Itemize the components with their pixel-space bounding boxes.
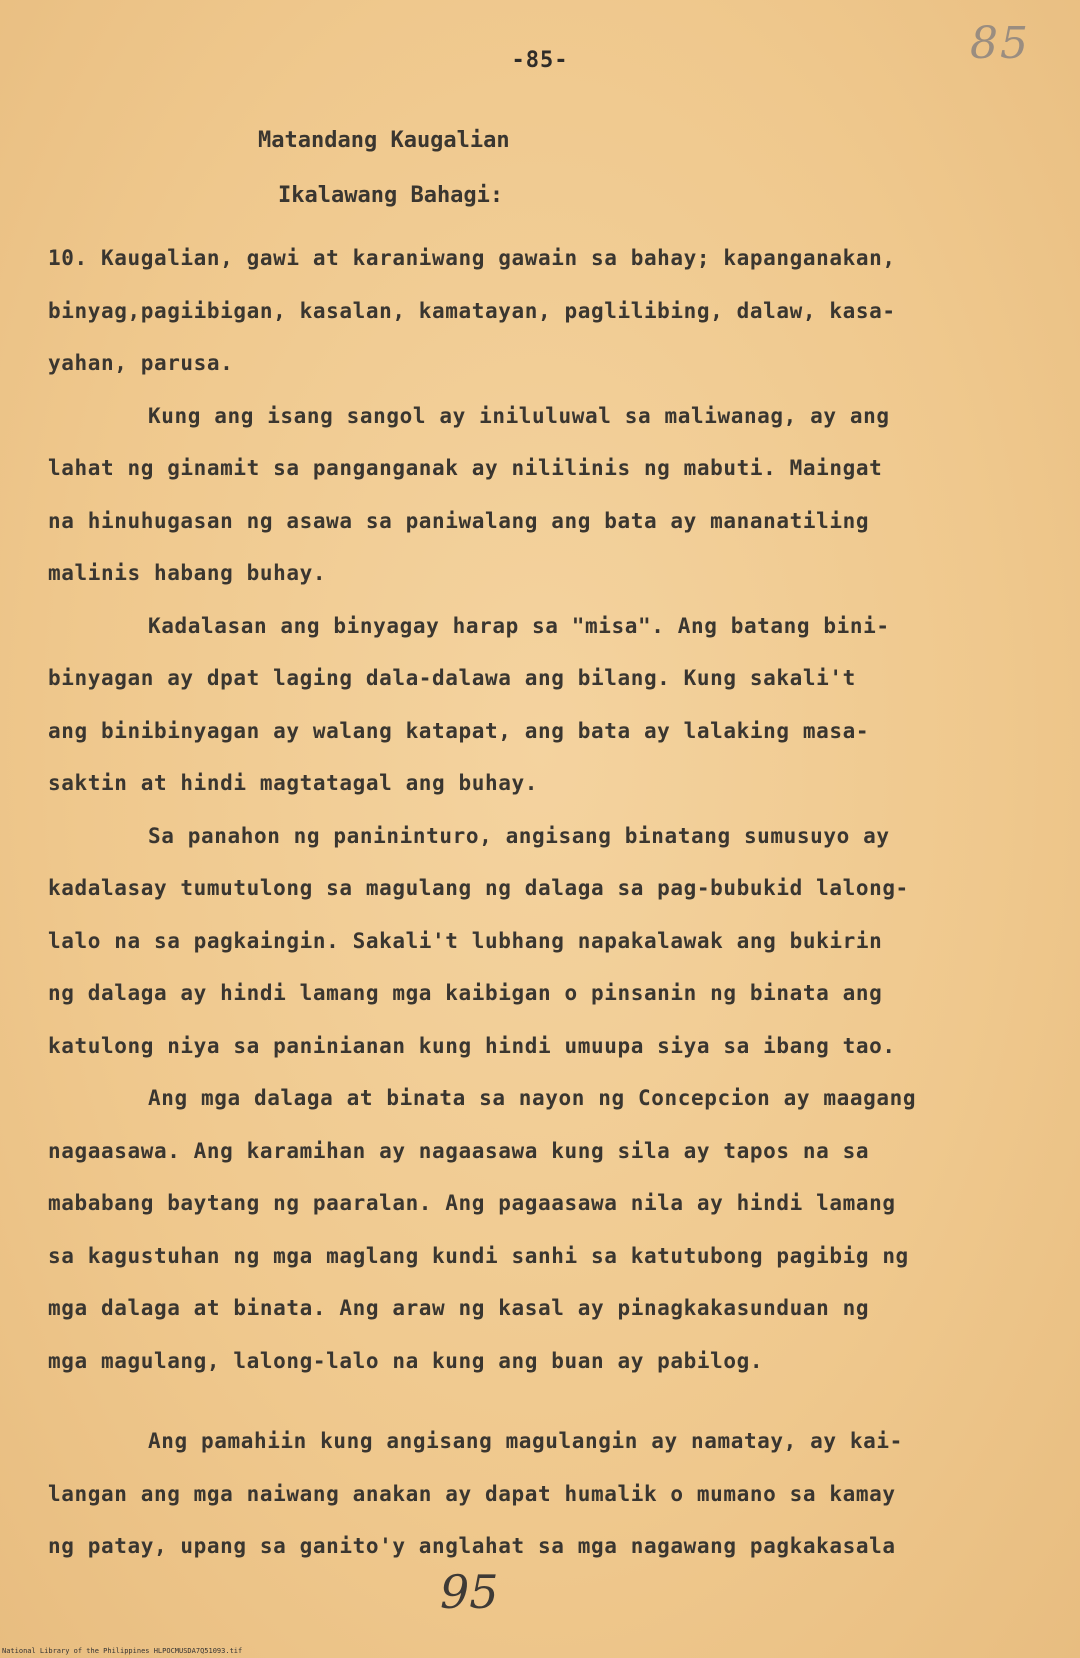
text-line: mababang baytang ng paaralan. Ang pagaasawa nila ay hindi lamang (48, 1191, 896, 1215)
text-line: Ang pamahiin kung angisang magulangin ay namatay, ay kai- (148, 1429, 903, 1453)
text-line: mga dalaga at binata. Ang araw ng kasal ay pinagkakasunduan ng (48, 1296, 870, 1320)
paragraph-gap (48, 1387, 1048, 1415)
text-line: ng patay, upang sa ganito'y anglahat sa mga nagawang pagkakasala (48, 1534, 896, 1558)
text-line: na hinuhugasan ng asawa sa paniwalang ang bata ay mananatiling (48, 508, 870, 533)
text-line: kadalasay tumutulong sa magulang ng dalaga sa pag-bubukid lalong- (48, 876, 909, 900)
text-line: Kadalasan ang binyagay harap sa "misa". Ang batang bini- (148, 613, 890, 638)
typed-page-number: -85- (511, 48, 569, 73)
text-line: lalo na sa pagkaingin. Sakali't lubhang napakalawak ang bukirin (48, 928, 883, 953)
text-line: saktin at hindi magtatagal ang buhay. (48, 771, 538, 795)
page-title: Matandang Kaugalian (258, 128, 510, 153)
text-line: yahan, parusa. (48, 351, 234, 375)
text-line: Kung ang isang sangol ay iniluluwal sa maliwanag, ay ang (148, 403, 890, 428)
text-line: binyag,pagiibigan, kasalan, kamatayan, paglilibing, dalaw, kasa- (48, 298, 896, 323)
text-line: sa kagustuhan ng mga maglang kundi sanhi sa katutubong pagibig ng (48, 1243, 909, 1268)
text-line: katulong niya sa paninianan kung hindi umuupa siya sa ibang tao. (48, 1033, 896, 1058)
handwritten-page-number-bottom: 95 (440, 1565, 499, 1619)
text-line: mga magulang, lalong-lalo na kung ang buan ay pabilog. (48, 1348, 764, 1373)
archive-footer: National Library of the Philippines HLPOCMUSDA7Q51093.tif (2, 1647, 243, 1655)
text-line: lahat ng ginamit sa panganganak ay nililinis ng mabuti. Maingat (48, 456, 883, 480)
text-line: Sa panahon ng panininturo, angisang binatang sumusuyo ay (148, 823, 890, 848)
handwritten-page-number-top: 85 (970, 18, 1030, 69)
text-line: 10. Kaugalian, gawi at karaniwang gawain sa bahay; kapanganakan, (48, 246, 896, 270)
text-line: nagaasawa. Ang karamihan ay nagaasawa kung sila ay tapos na sa (48, 1138, 870, 1163)
text-line: malinis habang buhay. (48, 561, 327, 585)
text-line: ng dalaga ay hindi lamang mga kaibigan o pinsanin ng binata ang (48, 981, 883, 1005)
text-line: langan ang mga naiwang anakan ay dapat humalik o mumano sa kamay (48, 1481, 896, 1506)
document-body (48, 232, 1048, 1573)
text-line: binyagan ay dpat laging dala-dalawa ang bilang. Kung sakali't (48, 666, 856, 690)
page-subtitle: Ikalawang Bahagi: (278, 183, 504, 208)
text-line: ang binibinyagan ay walang katapat, ang bata ay lalaking masa- (48, 718, 870, 743)
text-line: Ang mga dalaga at binata sa nayon ng Concepcion ay maagang (148, 1086, 917, 1110)
